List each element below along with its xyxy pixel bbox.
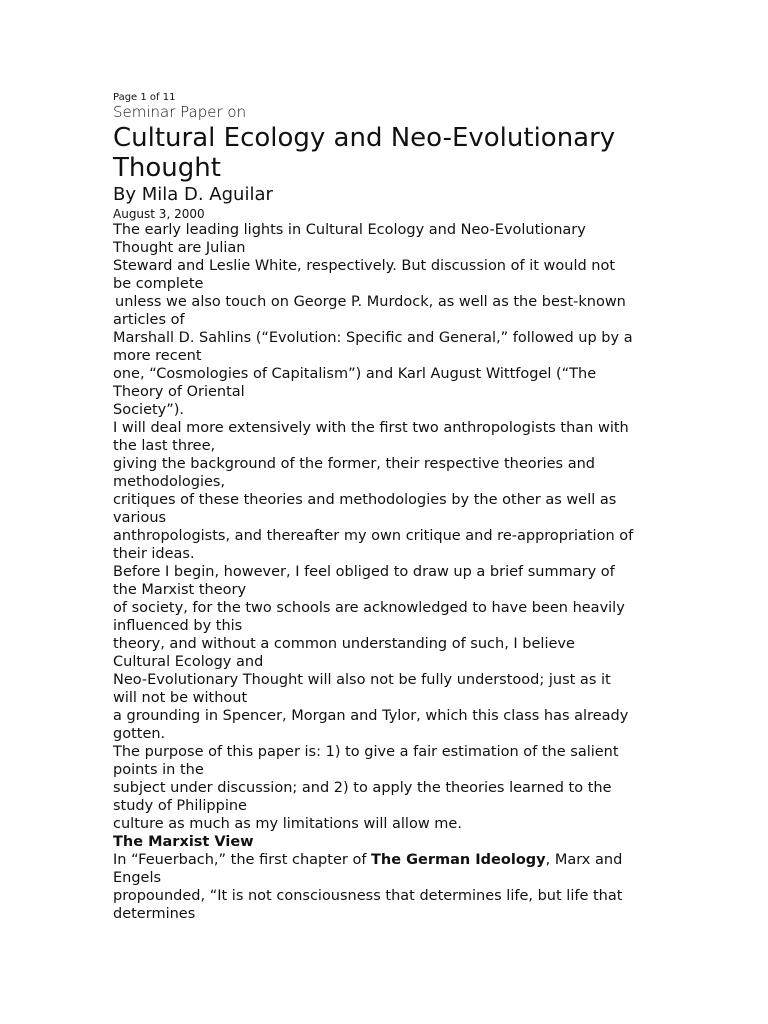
section-heading: The Marxist View (113, 834, 254, 850)
body-line: unless we also touch on George P. Murdock, as well as the best-known (115, 294, 626, 310)
body-line: propounded, “It is not consciousness that determines life, but life that (113, 888, 623, 904)
body-line: Neo-Evolutionary Thought will also not be fully understood; just as it (113, 672, 611, 688)
author-byline: By Mila D. Aguilar (113, 184, 273, 205)
body-line: The early leading lights in Cultural Ecology and Neo-Evolutionary (113, 222, 586, 238)
body-line (113, 851, 658, 869)
paper-kicker: Seminar Paper on (113, 103, 247, 121)
body-line: their ideas. (113, 546, 195, 562)
body-line: articles of (113, 312, 185, 328)
body-line: Theory of Oriental (113, 384, 245, 400)
body-line: theory, and without a common understanding of such, I believe (113, 636, 575, 652)
body-line: Engels (113, 870, 162, 886)
body-line: the last three, (113, 438, 216, 454)
body-line: methodologies, (113, 474, 226, 490)
body-line: influenced by this (113, 618, 243, 634)
title-line-1: Cultural Ecology and Neo-Evolutionary (113, 123, 616, 153)
body-line: I will deal more extensively with the first two anthropologists than with (113, 420, 629, 436)
body-line: The purpose of this paper is: 1) to give a fair estimation of the salient (113, 744, 619, 760)
body-line: points in the (113, 762, 204, 778)
body-line: more recent (113, 348, 202, 364)
book-title: The German Ideology (371, 852, 546, 868)
paper-title (113, 123, 658, 183)
intro-body (113, 221, 658, 833)
body-line: of society, for the two schools are acknowledged to have been heavily (113, 600, 625, 616)
text-span: , Marx and (545, 852, 623, 868)
body-line: Marshall D. Sahlins (“Evolution: Specific and General,” followed up by a (113, 330, 633, 346)
body-line: various (113, 510, 167, 526)
body-line: Cultural Ecology and (113, 654, 264, 670)
body-line: determines (113, 906, 196, 922)
body-line: be complete (113, 276, 204, 292)
document-page (113, 92, 658, 923)
body-line: will not be without (113, 690, 248, 706)
page-indicator: Page 1 of 11 (113, 92, 176, 103)
body-line: Steward and Leslie White, respectively. But discussion of it would not (113, 258, 616, 274)
body-line: the Marxist theory (113, 582, 247, 598)
body-line: culture as much as my limitations will allow me. (113, 816, 462, 832)
body-line: critiques of these theories and methodologies by the other as well as (113, 492, 617, 508)
body-line: anthropologists, and thereafter my own critique and re-appropriation of (113, 528, 634, 544)
body-line: giving the background of the former, their respective theories and (113, 456, 595, 472)
text-span: In “Feuerbach,” the first chapter of (113, 852, 372, 868)
body-line: study of Philippine (113, 798, 247, 814)
body-line: subject under discussion; and 2) to apply the theories learned to the (113, 780, 612, 796)
body-line: gotten. (113, 726, 166, 742)
title-line-2: Thought (113, 153, 221, 183)
paper-date: August 3, 2000 (113, 207, 205, 221)
body-line: a grounding in Spencer, Morgan and Tylor, which this class has already (113, 708, 629, 724)
body-line: Before I begin, however, I feel obliged to draw up a brief summary of (113, 564, 615, 580)
body-line: one, “Cosmologies of Capitalism”) and Karl August Wittfogel (“The (113, 366, 597, 382)
body-line: Society”). (113, 402, 185, 418)
section-body (113, 851, 658, 923)
body-line: Thought are Julian (113, 240, 246, 256)
